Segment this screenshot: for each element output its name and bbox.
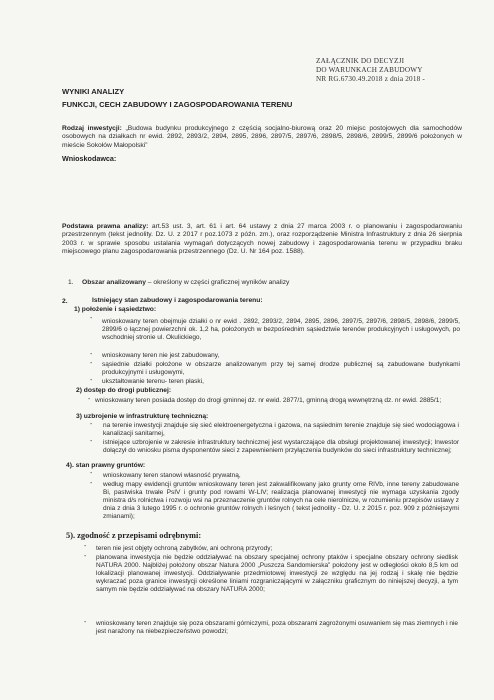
- applicant-label: Wnioskodawca:: [62, 154, 117, 163]
- section-1-text: – określony w części graficznej wyników analizy: [145, 279, 290, 286]
- bullet-dash: -: [90, 360, 93, 367]
- subsection-location-title: 1) położenie i sąsiedztwo:: [74, 306, 157, 313]
- bullet-dash: -: [90, 315, 93, 322]
- section-2-label: Istniejący stan zabudowy i zagospodarowania terenu:: [92, 297, 263, 304]
- infrastructure-bullet-2: istniejące uzbrojenie w zakresie infrastruktury technicznej jest wystarczające dla obsługi projektowanej inwestycji; Inwestor dołączył do wniosku pisma dysponentów sieci z zapewnieniem przyłączenia budynków do sieci infrastruktury technicznej;: [103, 439, 459, 454]
- legal-status-bullet-2: według mapy ewidencji gruntów wnioskowany teren jest zakwalifikowany jako grunty orne RIVb, inne tereny zabudowane Bi, pastwiska trwałe PsIV i grunty pod rowami W-LIV; realizacja planowanej inwestycji nie wymaga uzyskania zgody ministra d/s rolnictwa i rozwoju wsi na przeznaczenie gruntów rolnych na cele nierolnicze, w rozumieniu przepisów ustawy z dnia z dnia 3 lutego 1995 r. o ochronie gruntów rolnych i leśnych ( tekst jednolity - Dz. U. z 2015 r. poz. 909 z późniejszymi zmianami);: [103, 481, 459, 520]
- section-1-number: 1.: [68, 279, 74, 286]
- section-1-label: Obszar analizowany: [82, 279, 146, 286]
- legal-status-bullet-1: wnioskowany teren stanowi własność prywatną,: [103, 472, 241, 479]
- compliance-bullet-3: wnioskowany teren znajduje się poza obszarami górniczymi, poza obszarami zagrożonymi osuwaniem się mas ziemnych i nie jest narażony na niebezpieczeństwo powodzi;: [96, 620, 458, 635]
- attachment-line-2: DO WARUNKACH ZABUDOWY: [316, 66, 423, 75]
- location-bullet-2: wnioskowany teren nie jest zabudowany,: [102, 352, 220, 359]
- subsection-access-title: 2) dostęp do drogi publicznej:: [76, 387, 172, 394]
- document-title: WYNIKI ANALIZY: [62, 87, 125, 96]
- subsection-legal-status-title: 4). stan prawny gruntów:: [66, 462, 146, 469]
- legal-basis: [62, 223, 462, 257]
- document-subtitle: FUNKCJI, CECH ZABUDOWY I ZAGOSPODAROWANIA TERENU: [62, 100, 293, 109]
- infrastructure-bullet-1: na terenie inwestycji znajduje się sieć elektroenergetyczna i gazowa, na sąsiednim terenie znajduje się sieć wodociągowa i kanalizacji sanitarnej,: [103, 422, 459, 437]
- bullet-dash: -: [90, 438, 93, 445]
- attachment-line-3: NR RG.6730.49.2018 z dnia 2018 -: [316, 75, 426, 84]
- access-bullet-1: wnioskowany teren posiada dostęp do drogi gminnej dz. nr ewid. 2877/1, gminną drogą wewnętrzną dz. nr ewid. 2885/1;: [95, 397, 442, 404]
- section-2-number: 2.: [62, 298, 68, 305]
- compliance-bullet-1: teren nie jest objęty ochroną zabytków, ani ochroną przyrody;: [96, 545, 273, 552]
- location-bullet-4: ukształtowanie terenu- teren płaski,: [102, 378, 204, 385]
- bullet-dash: -: [84, 543, 87, 550]
- legal-basis-label: Podstawa prawna analizy:: [62, 223, 149, 230]
- attachment-line-1: ZAŁĄCZNIK DO DECYZJI: [316, 57, 405, 65]
- bullet-dash: -: [84, 619, 87, 626]
- bullet-dash: -: [90, 351, 93, 358]
- location-bullet-3: sąsiednie działki położone w obszarze analizowanym przy tej samej drodze publicznej są zabudowane budynkami produkcyjnymi i usługowymi,: [102, 361, 460, 376]
- subsection-infrastructure-title: 3) uzbrojenie w infrastrukturę techniczną:: [76, 413, 209, 420]
- investment-label: Rodzaj inwestycji:: [62, 125, 122, 132]
- bullet-dash: -: [90, 470, 93, 477]
- bullet-dash: -: [84, 553, 87, 560]
- bullet-dash: -: [88, 396, 91, 403]
- subsection-compliance-title: 5). zgodność z przepisami odrębnymi:: [66, 531, 202, 540]
- bullet-dash: -: [90, 377, 93, 384]
- attachment-header: [316, 57, 425, 85]
- location-bullet-1: wnioskowany teren obejmuje działki o nr ewid . 2892, 2893/2, 2894, 2895, 2896, 2897/5, 2897/6, 2898/5, 2898/6, 2899/5, 2899/6 o łącznej powierzchni ok. 1,2 ha, położonych w bezpośrednim sąsiedztwie terenów produkcyjnych i usługowych, po wschodniej stronie ul. Okulickiego,: [102, 318, 460, 341]
- investment-text: „Budowa budynku produkcyjnego z częścią socjalno-biurową oraz 20 miejsc postojowych dla samochodów osobowych na działkach nr ewid. 2892, 2893/2, 2894, 2895, 2896, 2897/5, 2897/6, 2898/5, 2898/6, 2899/5, 2899/6 położonych w mieście Sokołów Małopolski”: [62, 125, 462, 149]
- section-1: [82, 279, 289, 287]
- bullet-dash: -: [90, 480, 93, 487]
- legal-basis-text: art.53 ust. 3, art. 61 i art. 64 ustawy z dnia 27 marca 2003 r. o planowaniu i zagospodarowaniu przestrzennym (tekst jednolity. Dz. U. z 2017 r poz.1073 z późn. zm.), oraz rozporządzenie Ministra Infrastruktury z dnia 26 sierpnia 2003 r. w sprawie sposobu ustalania wymagań dotyczących nowej zabudowy i zagospodarowania terenu w przypadku braku miejscowego planu zagospodarowania przestrzennego (Dz. U. Nr 164 poz. 1588).: [62, 223, 462, 256]
- bullet-dash: -: [90, 421, 93, 428]
- compliance-bullet-2: planowana inwestycja nie będzie oddziaływać na obszary specjalnej ochrony ptaków i specjalne obszary ochrony siedlisk NATURA 2000. Najbliżej położony obszar Natura 2000 „Puszcza Sandomierska” położony jest w odległości około 8,5 km od lokalizacji planowanej inwestycji. Oddziaływanie przedmiotowej inwestycji ze względu na jej rodzaj i skalę nie będzie wykraczać poza granice inwestycji określone liniami rozgraniczającymi w załączniku graficznym do niniejszej decyzji, a tym samym nie będzie oddziaływać na obszary NATURA 2000;: [96, 554, 458, 593]
- investment-type: [62, 125, 462, 150]
